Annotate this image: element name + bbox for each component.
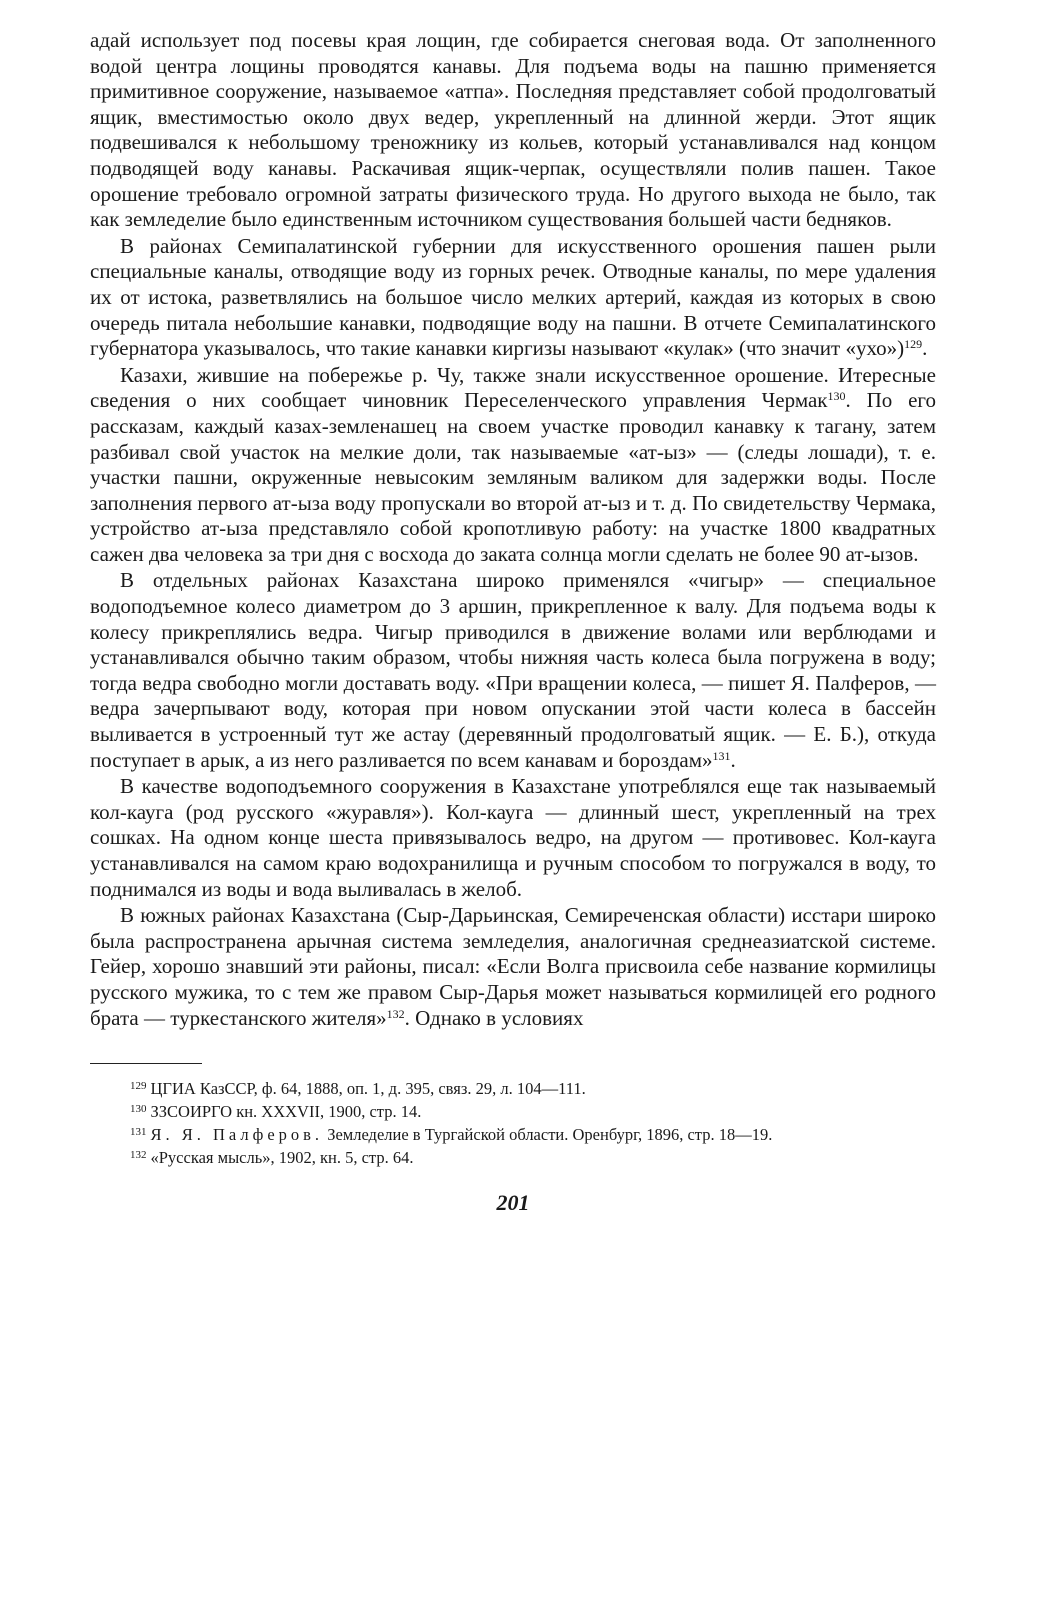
footnote-ref-129[interactable]: 129 (904, 337, 923, 352)
footnote-129 (90, 1076, 936, 1099)
footnote-ref-131[interactable]: 131 (712, 748, 731, 763)
footnote-ref-130[interactable]: 130 (827, 389, 846, 404)
paragraph-2 (90, 234, 936, 362)
footnote-number: 129 (130, 1080, 147, 1093)
footnote-divider (90, 1063, 202, 1064)
paragraph-text: . Однако в условиях (404, 1005, 584, 1030)
book-page (90, 28, 936, 1216)
footnote-number: 130 (130, 1103, 147, 1116)
paragraph-6 (90, 903, 936, 1031)
footnote-number: 131 (130, 1126, 147, 1139)
footnote-text: «Русская мысль», 1902, кн. 5, стр. 64. (150, 1148, 414, 1168)
footnotes (90, 1076, 936, 1168)
footnote-ref-132[interactable]: 132 (386, 1006, 405, 1021)
paragraph-text: . По его рассказам, каждый казах-земленашец на своем участке проводил канавку к тагану, затем разбивал свой участок на мелкие доли, так называемые «ат-ыз» — (следы лошади), т. е. участки пашни, окруженные невысоким земляным валиком для задержки воды. После заполнения первого ат-ыза воду пропускали во второй ат-ыз и т. д. По свидетельству Чермака, устройство ат-ыза представляло собой кропотливую работу: на участке 1800 квадратных сажен два человека за три дня с восхода до заката солнца могли сделать не более 90 ат-ызов. (90, 388, 936, 566)
paragraph-3 (90, 363, 936, 568)
footnote-130 (90, 1099, 936, 1122)
body-text (90, 28, 936, 1031)
paragraph-1 (90, 28, 936, 233)
footnote-author: Я. Я. Палферов. (150, 1125, 324, 1145)
footnote-132 (90, 1145, 936, 1168)
paragraph-5 (90, 774, 936, 902)
paragraph-text: В качестве водоподъемного сооружения в Казахстане употреблялся еще так называемый кол-кауга (род русского «журавля»). Кол-кауга — длинный шест, укрепленный на трех сошках. На одном конце шеста привязывалось ведро, на другом — противовес. Кол-кауга устанавливался на самом краю водохранилища и ручным способом то погружался в воду, то поднимался из воды и вода выливалась в желоб. (90, 774, 936, 901)
footnote-131 (90, 1122, 936, 1145)
footnote-text: Земледелие в Тургайской области. Оренбург, 1896, стр. 18—19. (323, 1125, 773, 1145)
paragraph-text: адай использует под посевы края лощин, где собирается снеговая вода. От заполненного водой центра лощины проводятся канавы. Для подъема воды на пашню применяется примитивное сооружение, называемое «атпа». Последняя представляет собой продолговатый ящик, вместимостью около двух ведер, укрепленный на длинной жерди. Этот ящик подвешивался к небольшому треножнику из кольев, который устанавливался над концом подводящей воду канавы. Раскачивая ящик-черпак, осуществляли полив пашен. Такое орошение требовало огромной затраты физического труда. Но другого выхода не было, так как земледелие было единственным источником существования большей части бедняков. (90, 28, 936, 232)
paragraph-text: В районах Семипалатинской губернии для искусственного орошения пашен рыли специальные каналы, отводящие воду из горных речек. Отводные каналы, по мере удаления их от истока, разветвлялись на большое число мелких артерий, каждая из которых в свою очередь питала небольшие канавки, подводящие воду на пашни. В отчете Семипалатинского губернатора указывалось, что такие канавки киргизы называют «кулак» (что значит «ухо») (90, 233, 936, 361)
paragraph-text: В южных районах Казахстана (Сыр-Дарьинская, Семиреченская области) исстари широко была распространена арычная система земледелия, аналогичная среднеазиатской системе. Гейер, хорошо знавший эти районы, писал: «Если Волга присвоила себе название кормилицы русского мужика, то с тем же правом Сыр-Дарья может называться кормилицей его родного брата — туркестанского жителя» (90, 903, 936, 1030)
footnote-text: ЦГИА КазССР, ф. 64, 1888, оп. 1, д. 395, связ. 29, л. 104—111. (150, 1079, 586, 1099)
footnote-number: 132 (130, 1149, 147, 1162)
paragraph-text: . (922, 336, 928, 361)
paragraph-4 (90, 568, 936, 773)
page-number: 201 (496, 1190, 530, 1216)
paragraph-text: . (730, 747, 736, 772)
paragraph-text: Казахи, жившие на побережье р. Чу, также знали искусственное орошение. Итересные сведения о них сообщает чиновник Переселенческого управления Чермак (90, 362, 936, 413)
footnote-text: ЗЗСОИРГО кн. XXXVII, 1900, стр. 14. (150, 1102, 422, 1122)
paragraph-text: В отдельных районах Казахстана широко применялся «чигыр» — специальное водоподъемное колесо диаметром до 3 аршин, прикрепленное к валу. Для подъема воды к колесу прикреплялись ведра. Чигыр приводился в движение волами или верблюдами и устанавливался обычно таким образом, чтобы нижняя часть колеса была погружена в воду; тогда ведра свободно могли доставать воду. «При вращении колеса, — пишет Я. Палферов, — ведра зачерпывают воду, которая при новом опускании этой части колеса в бассейн выливается в устроенный тут же астау (деревянный продолговатый ящик. — Е. Б.), откуда поступает в арык, а из него разливается по всем канавам и бороздам» (90, 568, 936, 772)
